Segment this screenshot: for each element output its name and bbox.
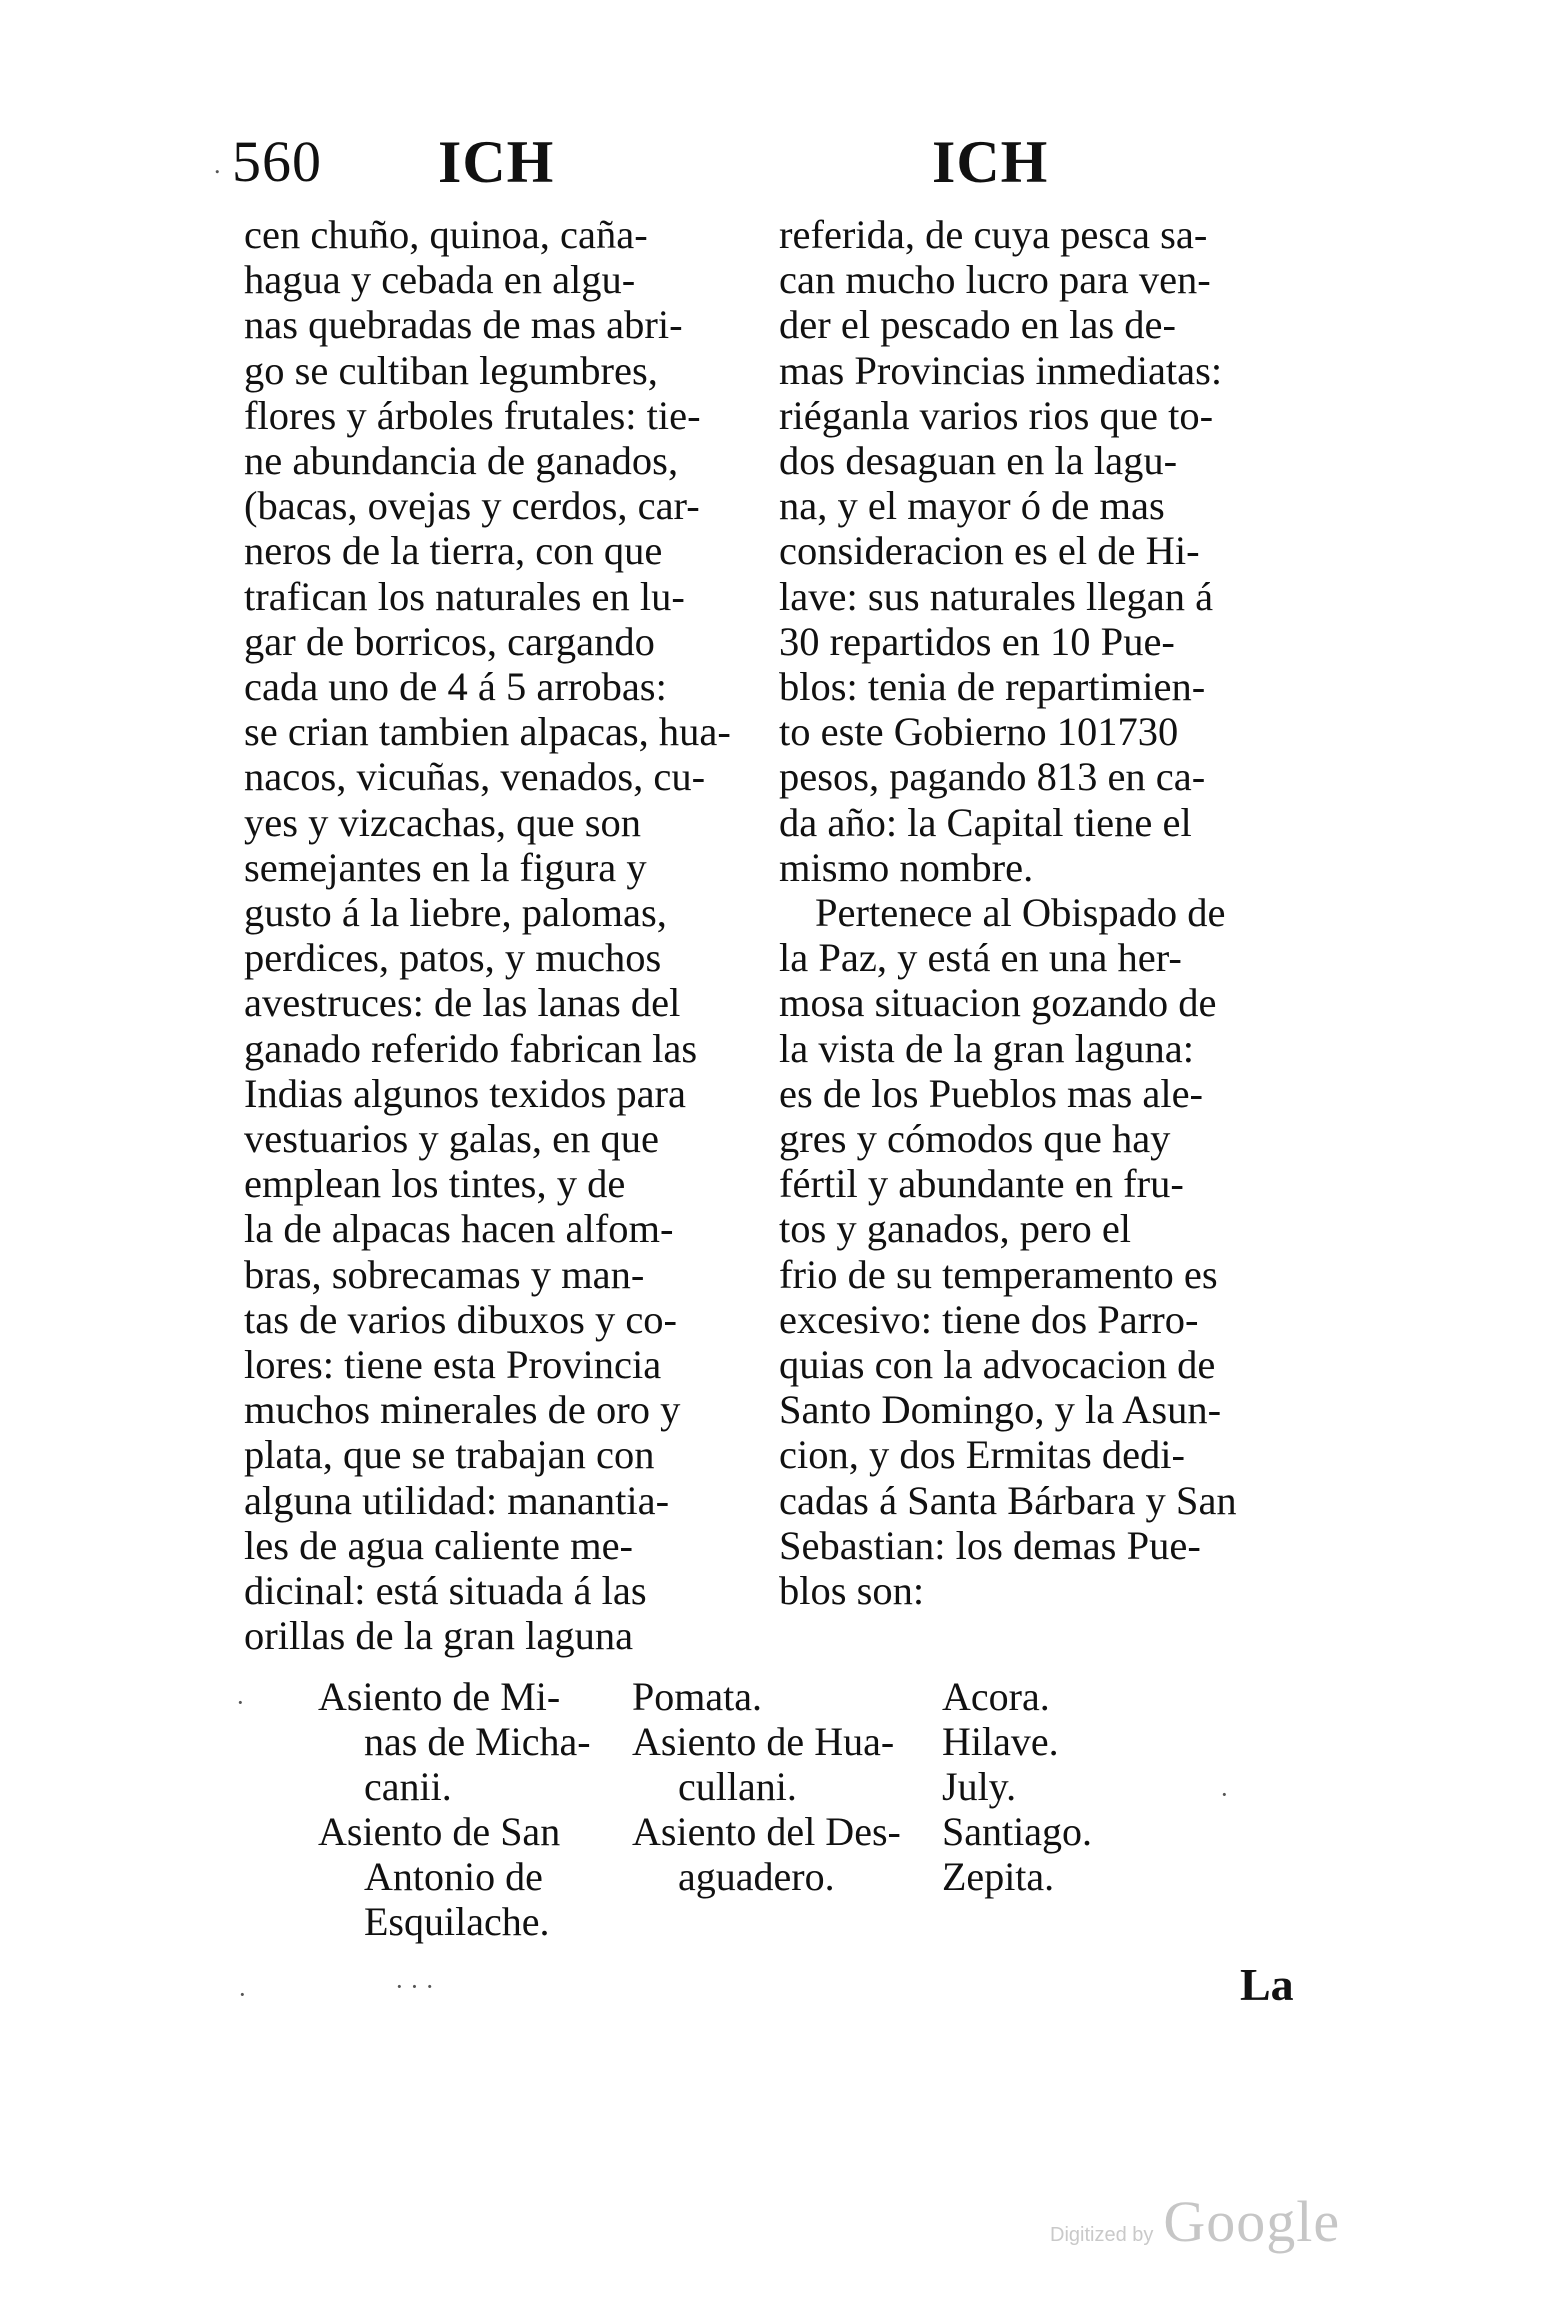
text-line: ganado referido fabrican las (244, 1025, 698, 1071)
text-line: les de agua caliente me- (244, 1522, 634, 1568)
text-line: gar de borricos, cargando (244, 618, 655, 664)
pueblo-line: Zepita. (942, 1854, 1055, 1899)
text-line: muchos minerales de oro y (244, 1387, 681, 1433)
text-line: cion, y dos Ermitas dedi- (779, 1432, 1186, 1478)
text-line: bras, sobrecamas y man- (244, 1251, 645, 1297)
text-line: excesivo: tiene dos Parro- (779, 1296, 1199, 1342)
pueblo-line: Esquilache. (364, 1899, 550, 1944)
pueblos-list-col3 (942, 1674, 1142, 1899)
scan-speck: · · · (395, 1972, 434, 2001)
text-line: semejantes en la figura y (244, 844, 647, 890)
text-line: (bacas, ovejas y cerdos, car- (244, 483, 700, 529)
text-line: tas de varios dibuxos y co- (244, 1296, 678, 1342)
pueblo-entry (318, 1809, 618, 1944)
text-line: riéganla varios rios que to- (779, 392, 1214, 438)
pueblo-line: Asiento de San (318, 1809, 561, 1854)
pueblo-line: aguadero. (678, 1854, 835, 1899)
text-line: hagua y cebada en algu- (244, 257, 636, 303)
text-line: cen chuño, quinoa, caña- (244, 212, 648, 257)
text-line: da año: la Capital tiene el (779, 799, 1192, 845)
text-line: der el pescado en las de- (779, 302, 1176, 348)
text-line: gusto á la liebre, palomas, (244, 890, 667, 936)
scan-speck: · (1220, 1780, 1229, 1809)
text-line: can mucho lucro para ven- (779, 257, 1211, 303)
pueblo-entry (318, 1674, 618, 1809)
text-line: lave: sus naturales llegan á (779, 573, 1214, 619)
pueblo-line: Asiento del Des- (632, 1809, 901, 1854)
text-line: alguna utilidad: manantia- (244, 1477, 670, 1523)
pueblo-line: Asiento de Mi- (318, 1674, 561, 1719)
text-line: mosa situacion gozando de (779, 980, 1217, 1026)
pueblo-line: canii. (364, 1764, 452, 1809)
text-line: lores: tiene esta Provincia (244, 1342, 662, 1388)
text-line: es de los Pueblos mas ale- (779, 1070, 1204, 1116)
text-line: to este Gobierno 101730 (779, 709, 1179, 755)
text-line: ne abundancia de ganados, (244, 438, 679, 484)
text-line: na, y el mayor ó de mas (779, 483, 1165, 529)
text-line: referida, de cuya pesca sa- (779, 212, 1208, 257)
text-line: 30 repartidos en 10 Pue- (779, 618, 1175, 664)
pueblo-line: Santiago. (942, 1809, 1092, 1854)
pueblo-line: cullani. (678, 1764, 797, 1809)
pueblos-list-col2 (632, 1674, 932, 1899)
pueblo-entry (942, 1854, 1142, 1899)
scan-speck: · (236, 1688, 245, 1717)
catchword: La (1240, 1959, 1294, 2010)
text-line: vestuarios y galas, en que (244, 1116, 660, 1162)
pueblo-entry (632, 1809, 932, 1899)
text-line: Indias algunos texidos para (244, 1070, 687, 1116)
text-line: consideracion es el de Hi- (779, 528, 1200, 574)
text-line: nacos, vicuñas, venados, cu- (244, 754, 706, 800)
text-line: go se cultiban legumbres, (244, 347, 658, 393)
text-line: plata, que se trabajan con (244, 1432, 655, 1478)
pueblo-entry (632, 1719, 932, 1809)
text-line: orillas de la gran laguna (244, 1613, 634, 1659)
text-line: se crian tambien alpacas, hua- (244, 709, 731, 755)
pueblo-line: July. (942, 1764, 1017, 1809)
text-line: gres y cómodos que hay (779, 1116, 1171, 1162)
text-line: mas Provincias inmediatas: (779, 347, 1223, 393)
running-head-right: ICH (932, 129, 1049, 195)
pueblo-line: Antonio de (364, 1854, 543, 1899)
text-line: frio de su temperamento es (779, 1251, 1218, 1297)
pueblos-list-col1 (318, 1674, 618, 1944)
text-line: perdices, patos, y muchos (244, 935, 662, 981)
text-line: quias con la advocacion de (779, 1342, 1216, 1388)
text-line: neros de la tierra, con que (244, 528, 663, 574)
text-line: blos: tenia de repartimien- (779, 664, 1206, 710)
pueblo-line: Hilave. (942, 1719, 1059, 1764)
text-line: nas quebradas de mas abri- (244, 302, 683, 348)
pueblo-line: nas de Micha- (364, 1719, 591, 1764)
text-line: pesos, pagando 813 en ca- (779, 754, 1206, 800)
text-column-left (244, 212, 747, 1659)
watermark-digitized-text: Digitized by (1050, 2224, 1154, 2246)
text-line: cadas á Santa Bárbara y San (779, 1477, 1237, 1523)
text-line: dicinal: está situada á las (244, 1568, 647, 1614)
watermark (1050, 2188, 1340, 2255)
running-head-left: ICH (438, 129, 555, 195)
text-line: yes y vizcachas, que son (244, 799, 641, 845)
text-line: la Paz, y está en una her- (779, 935, 1182, 981)
page-number: 560 (232, 129, 322, 194)
text-line: blos son: (779, 1568, 925, 1614)
google-logo: Google (1163, 2189, 1341, 2254)
pueblo-entry (942, 1674, 1142, 1719)
text-line: emplean los tintes, y de (244, 1161, 626, 1207)
pueblo-entry (942, 1719, 1142, 1764)
text-line: Sebastian: los demas Pue- (779, 1522, 1201, 1568)
pueblo-entry (632, 1674, 932, 1719)
pueblo-entry (942, 1764, 1142, 1809)
pueblo-line: Pomata. (632, 1674, 762, 1719)
text-line: mismo nombre. (779, 844, 1034, 890)
text-line: cada uno de 4 á 5 arrobas: (244, 664, 667, 710)
text-line: Santo Domingo, y la Asun- (779, 1387, 1222, 1433)
scan-speck: · (238, 1980, 247, 2009)
text-line: avestruces: de las lanas del (244, 980, 681, 1026)
text-column-right (779, 212, 1279, 1613)
scan-speck: . (214, 150, 221, 179)
text-line: tos y ganados, pero el (779, 1206, 1132, 1252)
pueblo-line: Acora. (942, 1674, 1050, 1719)
text-line: trafican los naturales en lu- (244, 573, 685, 619)
text-line: la de alpacas hacen alfom- (244, 1206, 674, 1252)
text-line: flores y árboles frutales: tie- (244, 392, 701, 438)
text-line: fértil y abundante en fru- (779, 1161, 1184, 1207)
text-line: dos desaguan en la lagu- (779, 438, 1178, 484)
pueblo-line: Asiento de Hua- (632, 1719, 895, 1764)
text-line: la vista de la gran laguna: (779, 1025, 1194, 1071)
pueblo-entry (942, 1809, 1142, 1854)
text-line: Pertenece al Obispado de (815, 890, 1226, 936)
